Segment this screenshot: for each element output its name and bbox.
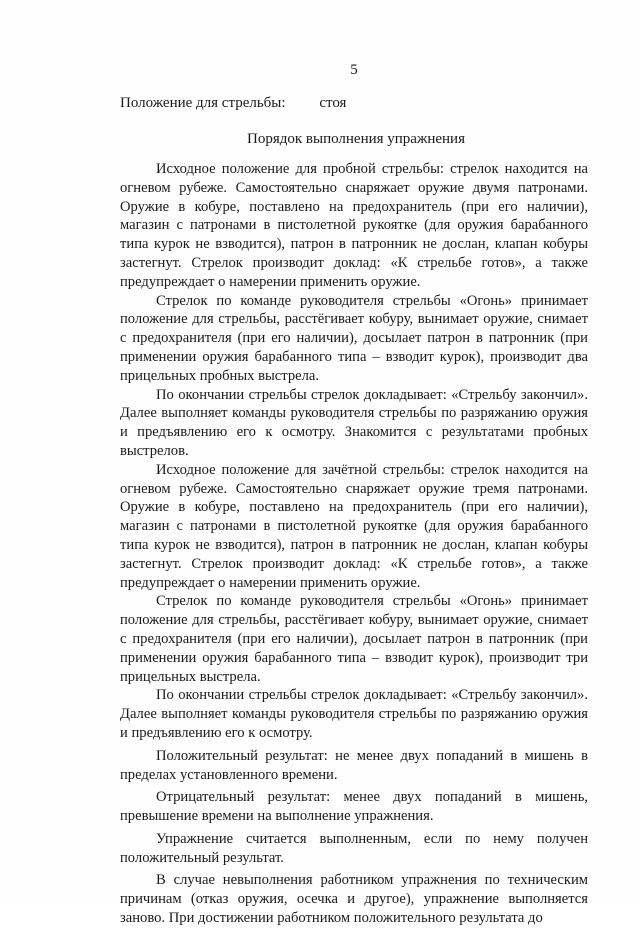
- page-number: 5: [350, 62, 358, 78]
- paragraph-scored-end: По окончании стрельбы стрелок докладывает: «Стрельбу закончил». Далее выполняет команды руководителя стрельбы по разряжанию оружия и предъявлению его к осмотру.: [120, 687, 588, 741]
- paragraph-negative-result: Отрицательный результат: менее двух попаданий в мишень, превышение времени на выполнение упражнения.: [120, 789, 588, 825]
- exercise-procedure-text: [120, 160, 588, 928]
- firing-position-value: стоя: [319, 95, 347, 111]
- paragraph-scored-initial-position: Исходное положение для зачётной стрельбы: стрелок находится на огневом рубеже. Самостоятельно снаряжает оружие тремя патронами. Оружие в кобуре, поставлено на предохранитель (при его наличии), магазин с патронами в пистолетной рукоятке (для оружия барабанного типа курок не взводится), патрон в патронник не дослан, клапан кобуры застегнут. Стрелок производит доклад: «К стрельбе готов», а также предупреждает о намерении применить оружие.: [120, 461, 588, 591]
- firing-position-label: Положение для стрельбы:: [120, 95, 286, 111]
- paragraph-trial-fire-command: Стрелок по команде руководителя стрельбы «Огонь» принимает положение для стрельбы, расстёгивает кобуру, вынимает оружие, снимает с предохранителя (при его наличии), досылает патрон в патронник (при применении оружия барабанного типа – взводит курок), производит два прицельных пробных выстрела.: [120, 292, 588, 384]
- paragraph-trial-initial-position: Исходное положение для пробной стрельбы: стрелок находится на огневом рубеже. Самостоятельно снаряжает оружие двумя патронами. Оружие в кобуре, поставлено на предохранитель (при его наличии), магазин с патронами в пистолетной рукоятке (для оружия барабанного типа курок не взводится), патрон в патронник не дослан, клапан кобуры застегнут. Стрелок производит доклад: «К стрельбе готов», а также предупреждает о намерении применить оружие.: [120, 161, 588, 290]
- paragraph-scored-fire-command: Стрелок по команде руководителя стрельбы «Огонь» принимает положение для стрельбы, расстёгивает кобуру, вынимает оружие, снимает с предохранителя (при его наличии), досылает патрон в патронник (при применении оружия барабанного типа – взводит курок), производит три прицельных выстрела.: [120, 593, 588, 685]
- paragraph-trial-end: По окончании стрельбы стрелок докладывает: «Стрельбу закончил». Далее выполняет команды руководителя стрельбы по разряжанию оружия и предъявлению его к осмотру. Знакомится с результатами пробных выстрелов.: [120, 386, 588, 459]
- firing-position-line: [120, 95, 346, 112]
- paragraph-positive-result: Положительный результат: не менее двух попаданий в мишень в пределах установленного времени.: [120, 747, 588, 783]
- paragraph-technical-failure: В случае невыполнения работником упражнения по техническим причинам (отказ оружия, осечка и другое), упражнение выполняется заново. При достижении работником положительного результата до: [120, 872, 588, 927]
- paragraph-completion-condition: Упражнение считается выполненным, если по нему получен положительный результат.: [120, 830, 588, 866]
- section-title: Порядок выполнения упражнения: [247, 131, 465, 147]
